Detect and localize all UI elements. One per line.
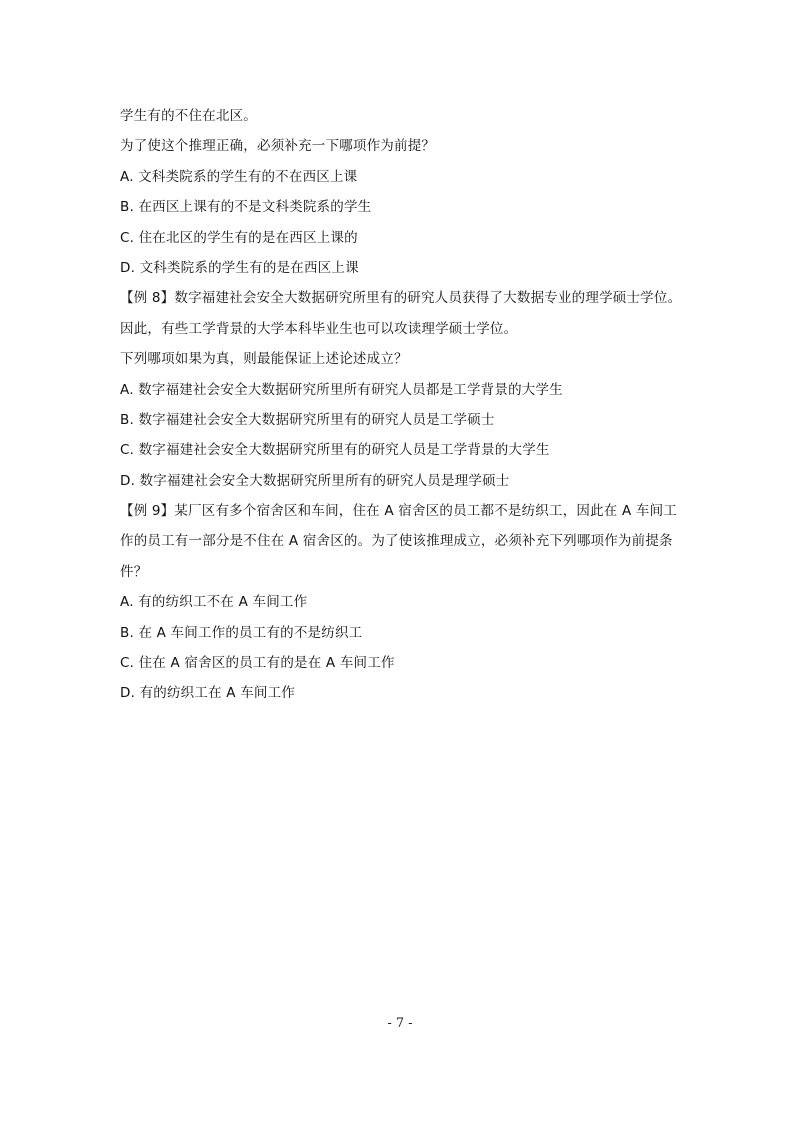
option-b: B. 在西区上课有的不是文科类院系的学生 [120,199,372,216]
text-line: 下列哪项如果为真，则最能保证上述论述成立？ [120,351,408,368]
option-c: C. 住在 A 宿舍区的员工有的是在 A 车间工作 [120,655,395,672]
option-a: A. 文科类院系的学生有的不在西区上课 [120,168,358,185]
text-line: 为了使这个推理正确，必须补充一下哪项作为前提？ [120,138,436,155]
text-line: 作的员工有一部分是不住在 A 宿舍区的。为了使该推理成立，必须补充下列哪项作为前提条 [120,533,673,550]
text-line: 学生有的不住在北区。 [120,108,257,124]
option-b: B. 数字福建社会安全大数据研究所里有的研究人员是工学硕士 [120,411,495,428]
text-line: 件？ [120,563,148,580]
page-body [120,101,690,709]
option-d: D. 数字福建社会安全大数据研究所里所有的研究人员是理学硕士 [120,472,510,489]
option-b: B. 在 A 车间工作的员工有的不是纺织工 [120,624,363,641]
option-d: D. 文科类院系的学生有的是在西区上课 [120,259,359,276]
option-a: A. 数字福建社会安全大数据研究所里所有研究人员都是工学背景的大学生 [120,381,563,398]
option-a: A. 有的纺织工不在 A 车间工作 [120,594,308,611]
text-line: 因此，有些工学背景的大学本科毕业生也可以攻读理学硕士学位。 [120,320,518,337]
example-9-heading: 【例 9】某厂区有多个宿舍区和车间，住在 A 宿舍区的员工都不是纺织工，因此在 A 车间工 [120,503,678,520]
option-c: C. 住在北区的学生有的是在西区上课的 [120,229,358,246]
page-number: - 7 - [387,1016,413,1031]
option-d: D. 有的纺织工在 A 车间工作 [120,685,295,702]
example-8-heading: 【例 8】数字福建社会安全大数据研究所里有的研究人员获得了大数据专业的理学硕士学位。 [120,290,682,307]
option-c: C. 数字福建社会安全大数据研究所里有的研究人员是工学背景的大学生 [120,442,550,459]
